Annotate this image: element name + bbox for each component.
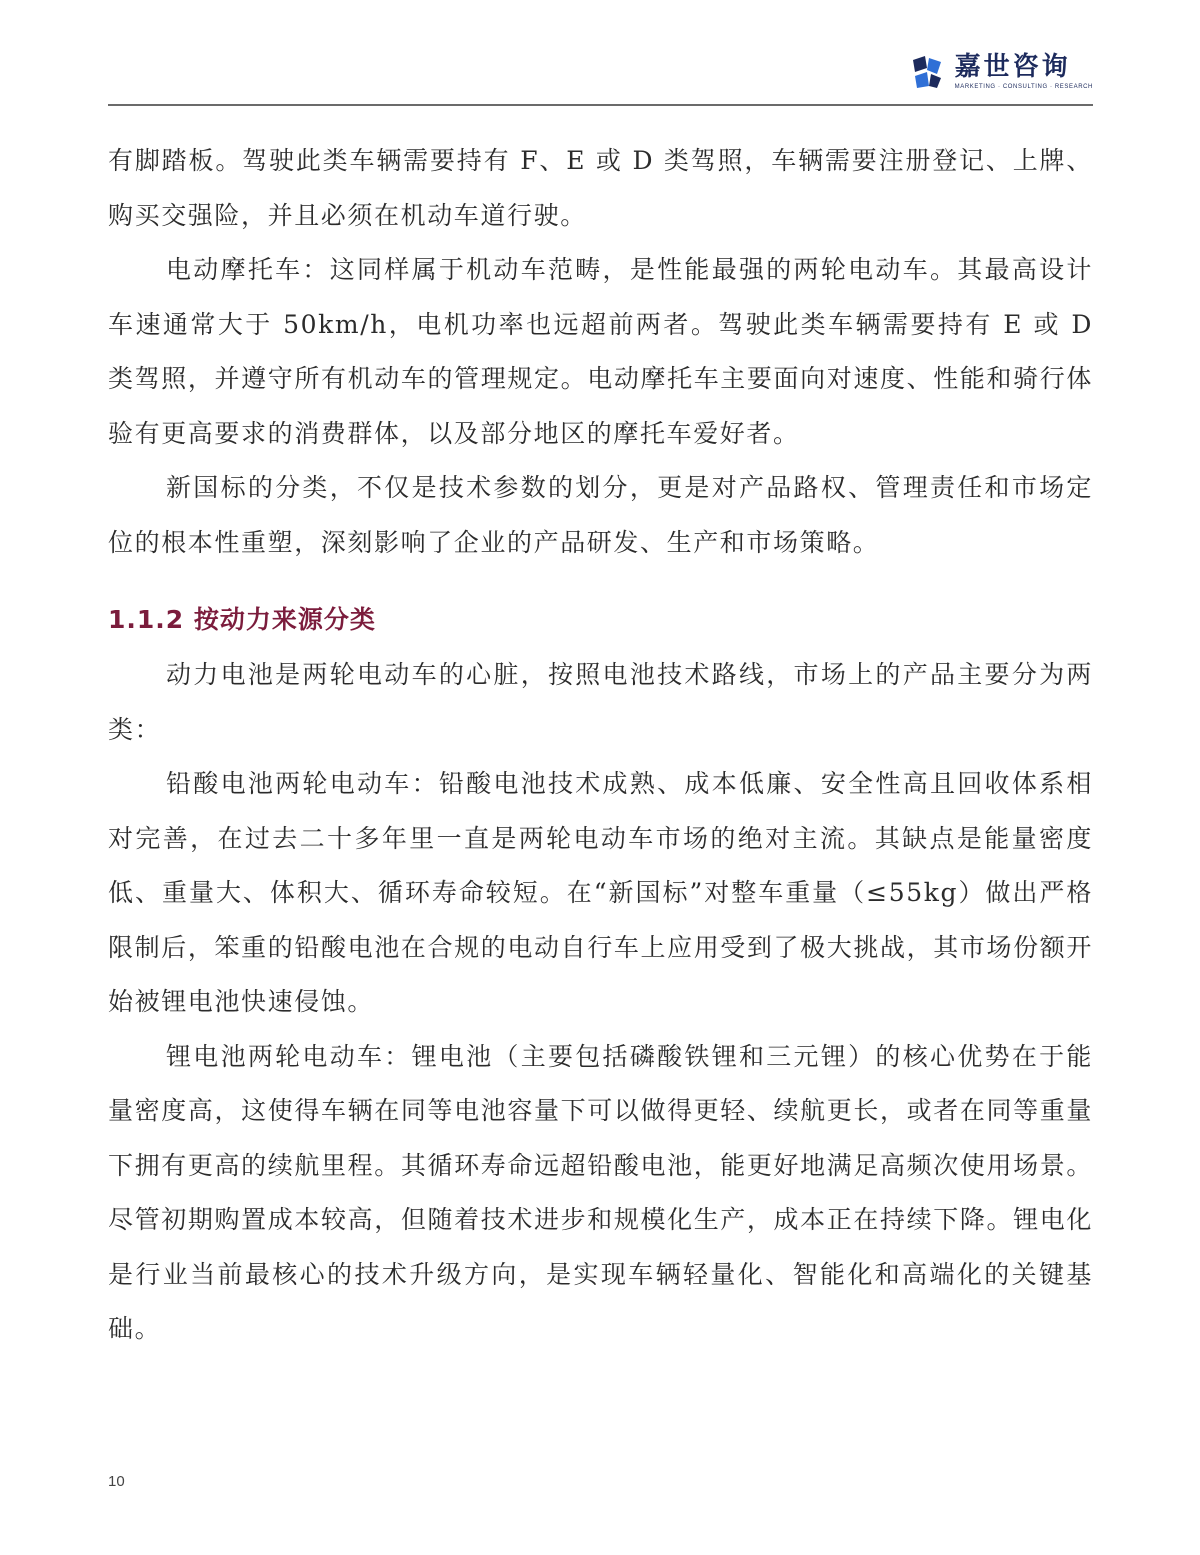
paragraph-lithium: 锂电池两轮电动车：锂电池（主要包括磷酸铁锂和三元锂）的核心优势在于能量密度高，这使得车辆在同等电池容量下可以做得更轻、续航更长，或者在同等重量下拥有更高的续航里程。其循环寿命远超铅酸电池，能更好地满足高频次使用场景。尽管初期购置成本较高，但随着技术进步和规模化生产，成本正在持续下降。锂电化是行业当前最核心的技术升级方向，是实现车辆轻量化、智能化和高端化的关键基础。 bbox=[108, 1041, 1093, 1343]
page-header bbox=[108, 40, 1093, 106]
logo-text-group bbox=[955, 53, 1093, 91]
header-divider bbox=[108, 104, 1093, 106]
paragraph-new-standard-summary: 新国标的分类，不仅是技术参数的划分，更是对产品路权、管理责任和市场定位的根本性重塑，深刻影响了企业的产品研发、生产和市场策略。 bbox=[108, 473, 1093, 557]
company-logo bbox=[907, 52, 1093, 92]
page-number: 10 bbox=[108, 1473, 125, 1490]
page-body bbox=[108, 134, 1093, 1357]
logo-mark-icon bbox=[907, 52, 947, 92]
paragraph-battery-intro: 动力电池是两轮电动车的心脏，按照电池技术路线，市场上的产品主要分为两类： bbox=[108, 660, 1093, 744]
section-heading: 1.1.2 按动力来源分类 bbox=[108, 605, 376, 634]
paragraph-continued: 有脚踏板。驾驶此类车辆需要持有 F、E 或 D 类驾照，车辆需要注册登记、上牌、购买交强险，并且必须在机动车道行驶。 bbox=[108, 146, 1093, 230]
logo-chinese-name: 嘉世咨询 bbox=[954, 52, 1071, 82]
logo-tagline: MARKETING · CONSULTING · RESEARCH bbox=[954, 84, 1093, 90]
paragraph-lead-acid: 铅酸电池两轮电动车：铅酸电池技术成熟、成本低廉、安全性高且回收体系相对完善，在过去二十多年里一直是两轮电动车市场的绝对主流。其缺点是能量密度低、重量大、体积大、循环寿命较短。在“新国标”对整车重量（≤55kg）做出严格限制后，笨重的铅酸电池在合规的电动自行车上应用受到了极大挑战，其市场份额开始被锂电池快速侵蚀。 bbox=[108, 769, 1093, 1016]
paragraph-electric-motorcycle: 电动摩托车：这同样属于机动车范畴，是性能最强的两轮电动车。其最高设计车速通常大于 50km/h，电机功率也远超前两者。驾驶此类车辆需要持有 E 或 D 类驾照，并遵守所有机动车的管理规定。电动摩托车主要面向对速度、性能和骑行体验有更高要求的消费群体，以及部分地区的摩托车爱好者。 bbox=[108, 255, 1093, 448]
